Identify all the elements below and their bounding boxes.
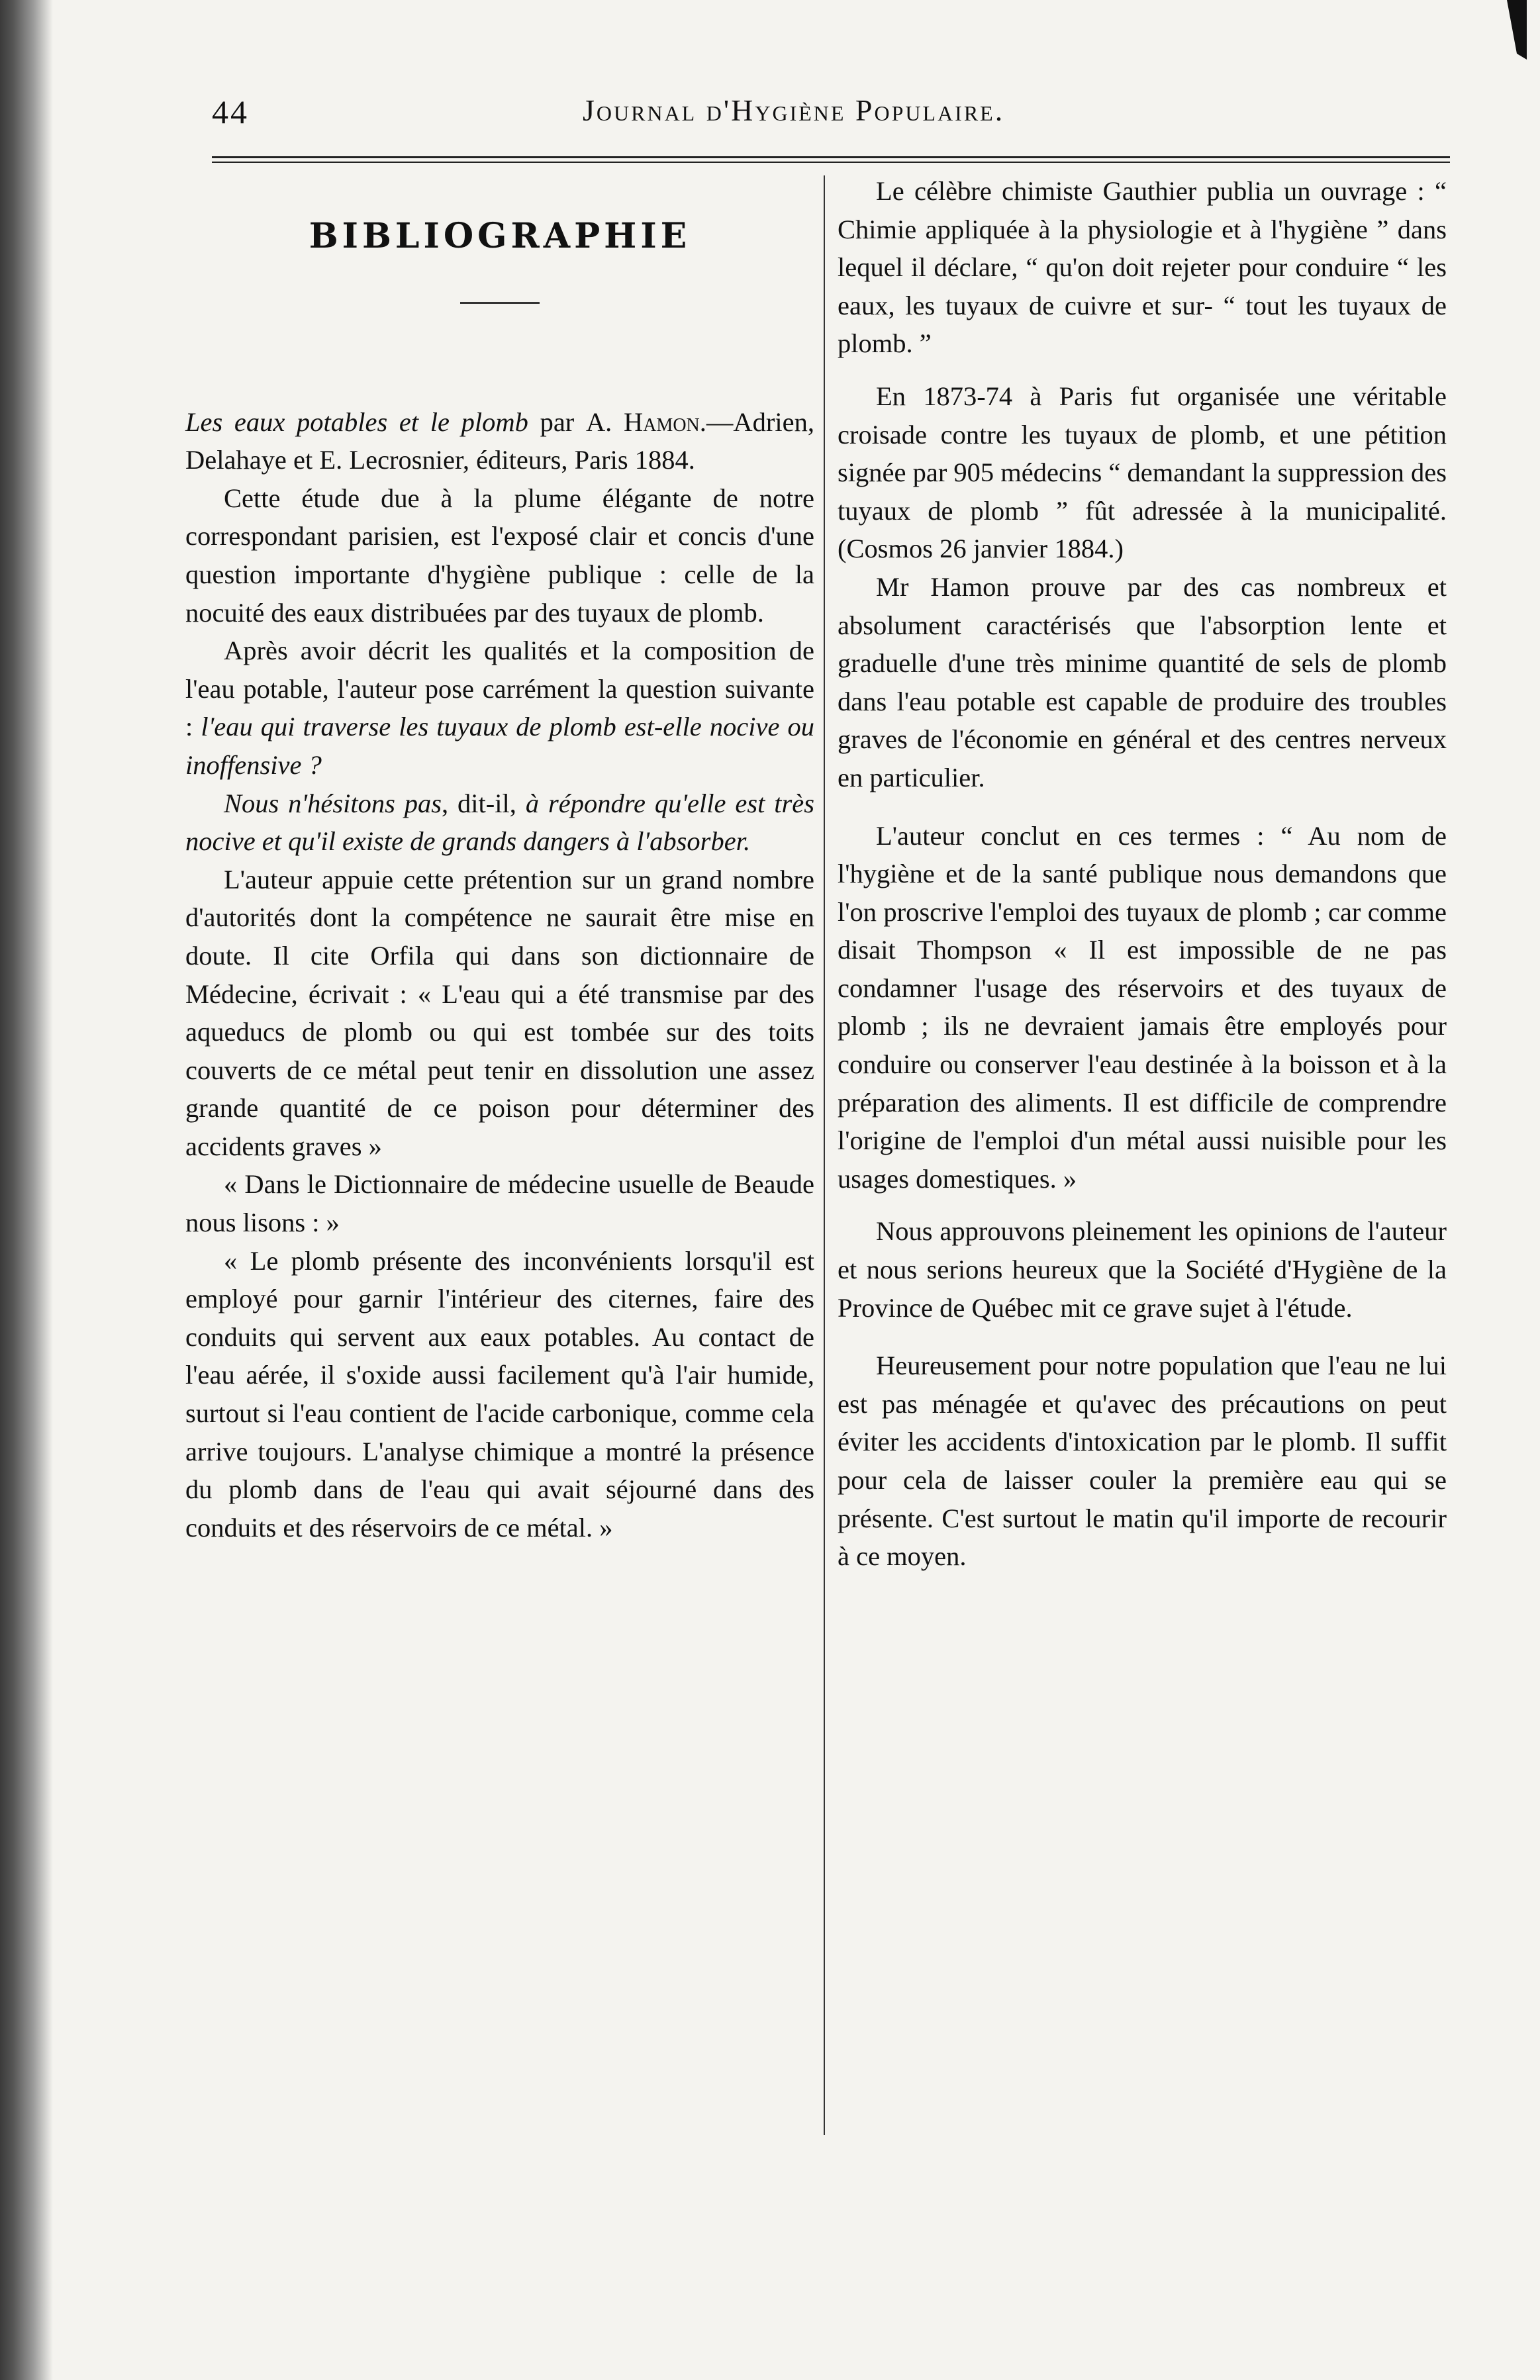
- paragraph: L'auteur conclut en ces termes : “ Au nom de l'hygiène et de la santé publique nous demandons que l'on proscrive l'emploi des tuyaux de plomb ; car comme disait Thompson « Il est impossible de ne pas condamner l'usage des réservoirs et des tuyaux de plomb ; ils ne devraient jamais être employés pour conduire ou conserver l'eau destinée à la boisson et à la préparation des aliments. Il est difficile de comprendre l'origine de l'emploi d'un métal aussi nuisible pour les usages domestiques. »: [838, 820, 1447, 1194]
- citation-author: A. Hamon: [585, 406, 700, 437]
- running-header: [212, 93, 1450, 146]
- title-rule: [460, 302, 540, 304]
- paragraph: « Dans le Dictionnaire de médecine usuelle de Beaude nous lisons : »: [185, 1169, 814, 1238]
- citation-title: Les eaux potables et le plomb: [185, 406, 528, 437]
- italic-quote: Nous n'hésitons pas: [224, 788, 442, 818]
- paragraph: [185, 785, 814, 861]
- left-column: [185, 172, 814, 1547]
- right-column: [838, 172, 1447, 1576]
- journal-title: Journal d'Hygiène Populaire.: [583, 93, 1005, 127]
- paragraph-text: Après avoir décrit les qualités et la composition de l'eau potable, l'auteur pose carrément la question suivante :: [185, 636, 814, 742]
- column-divider: [824, 175, 825, 2135]
- paragraph: Heureusement pour notre population que l'eau ne lui est pas ménagée et qu'avec des précautions on peut éviter les accidents d'intoxication par le plomb. Il suffit pour cela de laisser couler la première eau qui se présente. C'est surtout le matin qu'il importe de recourir à ce moyen.: [838, 1351, 1447, 1572]
- quoted-question: l'eau qui traverse les tuyaux de plomb est-elle nocive ou inoffensive ?: [185, 712, 815, 780]
- paragraph: L'auteur appuie cette prétention sur un grand nombre d'autorités dont la compétence ne saurait être mise en doute. Il cite Orfila qui dans son dictionnaire de Médecine, écrivait : « L'eau qui a été transmise par des aqueducs de plomb ou qui est tombée sur des toits couverts de ce métal peut tenir en dissolution une assez grande quantité de ce poison pour déterminer des accidents graves »: [185, 864, 814, 1161]
- citation: [185, 403, 814, 479]
- paragraph: Cette étude due à la plume élégante de notre correspondant parisien, est l'exposé clair et concis d'une question importante d'hygiène publique : celle de la nocuité des eaux distribuées par des tuyaux de plomb.: [185, 483, 814, 628]
- scan-corner-mark: [1494, 0, 1527, 60]
- italic-quote: à répondre qu'elle est très nocive et qu'il existe de grands dangers à l'absorber.: [185, 788, 815, 857]
- header-rule: [212, 156, 1450, 158]
- paragraph: Le célèbre chimiste Gauthier publia un ouvrage : “ Chimie appliquée à la physiologie et à l'hygiène ” dans lequel il déclare, “ qu'on doit rejeter pour conduire “ les eaux, les tuyaux de cuivre et sur- “ tout les tuyaux de plomb. ”: [838, 176, 1447, 359]
- citation-publisher: .—Adrien, Delahaye et E. Lecrosnier, éditeurs, Paris 1884.: [185, 406, 814, 475]
- scan-shadow-edge: [0, 0, 53, 2380]
- paragraph-text: , dit-il,: [442, 788, 526, 818]
- section-title: BIBLIOGRAPHIE: [309, 216, 691, 256]
- paragraph: [185, 632, 814, 784]
- paragraph: En 1873-74 à Paris fut organisée une véritable croisade contre les tuyaux de plomb, et une pétition signée par 905 médecins “ demandant la suppression des tuyaux de plomb ” fût adressée à la municipalité. (Cosmos 26 janvier 1884.): [838, 381, 1447, 564]
- page-number: 44: [212, 93, 249, 130]
- paragraph: Nous approuvons pleinement les opinions de l'auteur et nous serions heureux que la Société d'Hygiène de la Province de Québec mit ce grave sujet à l'étude.: [838, 1216, 1447, 1323]
- header-rule: [212, 162, 1450, 163]
- citation-by: par: [528, 406, 586, 437]
- paragraph: Mr Hamon prouve par des cas nombreux et absolument caractérisés que l'absorption lente et graduelle d'une très minime quantité de sels de plomb dans l'eau potable est capable de produire des troubles graves de l'économie en général et des centres nerveux en particulier.: [838, 571, 1447, 792]
- paragraph: « Le plomb présente des inconvénients lorsqu'il est employé pour garnir l'intérieur des citernes, faire des conduits qui servent aux eaux potables. Au contact de l'eau aérée, il s'oxide aussi facilement qu'à l'air humide, surtout si l'eau contient de l'acide carbonique, comme cela arrive toujours. L'analyse chimique a montré la présence du plomb dans de l'eau qui avait séjourné dans des conduits et des réservoirs de ce métal. »: [185, 1245, 814, 1543]
